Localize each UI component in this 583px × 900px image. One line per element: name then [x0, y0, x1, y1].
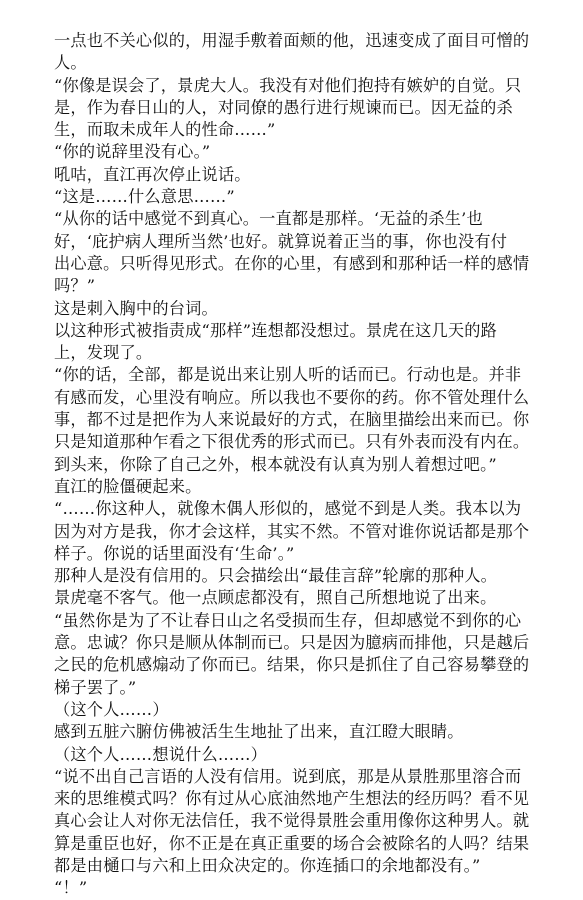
text-line: “这是……什么意思……”: [54, 187, 235, 207]
text-line: 意。忠诚？你只是顺从体制而已。只是因为臆病而排他，只是越后: [54, 633, 530, 653]
text-line: （这个人……想说什么……）: [54, 744, 268, 764]
text-line: 景虎毫不客气。他一点顾虑都没有，照自己所想地说了出来。: [54, 588, 497, 608]
text-line: 好，‘庇护病人理所当然’也好。就算说着正当的事，你也没有付: [54, 231, 508, 251]
text-line: 吗？”: [54, 276, 96, 296]
text-line: 上，发现了。: [54, 343, 153, 363]
text-line: “从你的话中感觉不到真心。一直都是那样。‘无益的杀生’也: [54, 209, 483, 229]
text-line: “你像是误会了，景虎大人。我没有对他们抱持有嫉妒的自觉。只: [54, 75, 522, 95]
text-line: “！”: [54, 878, 88, 898]
text-line: 事，都不过是把作为人来说最好的方式，在脑里描绘出来而已。你: [54, 410, 530, 430]
text-line: “……你这种人，就像木偶人形似的，感觉不到是人类。我本以为: [54, 499, 522, 519]
text-line: “虽然你是为了不让春日山之名受损而生存，但却感觉不到你的心: [54, 610, 522, 630]
text-line: 样子。你说的话里面没有‘生命’。”: [54, 543, 295, 563]
text-line: 这是刺入胸中的台词。: [54, 298, 218, 318]
text-line: （这个人……）: [54, 699, 169, 719]
text-line: 只是知道那种乍看之下很优秀的形式而已。只有外表而没有内在。: [54, 432, 530, 452]
text-line: 梯子罢了。”: [54, 677, 137, 697]
text-line: 那种人是没有信用的。只会描绘出“最佳言辞”轮廓的那种人。: [54, 566, 498, 586]
text-line: 直江的脸僵硬起来。: [54, 476, 202, 496]
text-line: 到头来，你除了自己之外，根本就没有认真为别人着想过吧。”: [54, 454, 497, 474]
text-line: 是，作为春日山的人，对同僚的愚行进行规谏而已。因无益的杀: [54, 97, 513, 117]
text-line: “说不出自己言语的人没有信用。说到底，那是从景胜那里溶合而: [54, 766, 522, 786]
text-line: 之民的危机感煽动了你而已。结果，你只是抓住了自己容易攀登的: [54, 655, 530, 675]
text-line: 有感而发，心里没有响应。所以我也不要你的药。你不管处理什么: [54, 387, 530, 407]
text-line: “你的话，全部，都是说出来让别人听的话而已。行动也是。并非: [54, 365, 522, 385]
text-line: 生，而取未成年人的性命……”: [54, 120, 276, 140]
text-line: 感到五脏六腑仿佛被活生生地扯了出来，直江瞪大眼睛。: [54, 722, 464, 742]
text-line: 都是由樋口与六和上田众决定的。你连插口的余地都没有。”: [54, 855, 481, 875]
text-line: 以这种形式被指责成“那样”连想都没想过。景虎在这几天的路: [54, 320, 498, 340]
text-line: “你的说辞里没有心。”: [54, 142, 211, 162]
text-line: 出心意。只听得见形式。在你的心里，有感到和那种话一样的感情: [54, 253, 530, 273]
text-line: 真心会让人对你无法信任，我不觉得景胜会重用像你这种男人。就: [54, 811, 530, 831]
text-line: 吼咕，直江再次停止说话。: [54, 164, 251, 184]
text-line: 来的思维模式吗？你有过从心底油然地产生想法的经历吗？看不见: [54, 789, 530, 809]
text-line: 人。: [54, 53, 87, 73]
text-line: 因为对方是我，你才会这样，其实不然。不管对谁你说话都是那个: [54, 521, 530, 541]
text-line: 一点也不关心似的，用湿手敷着面颊的他，迅速变成了面目可憎的: [54, 31, 530, 50]
text-line: 算是重臣也好，你不正是在真正重要的场合会被除名的人吗？结果: [54, 833, 530, 853]
